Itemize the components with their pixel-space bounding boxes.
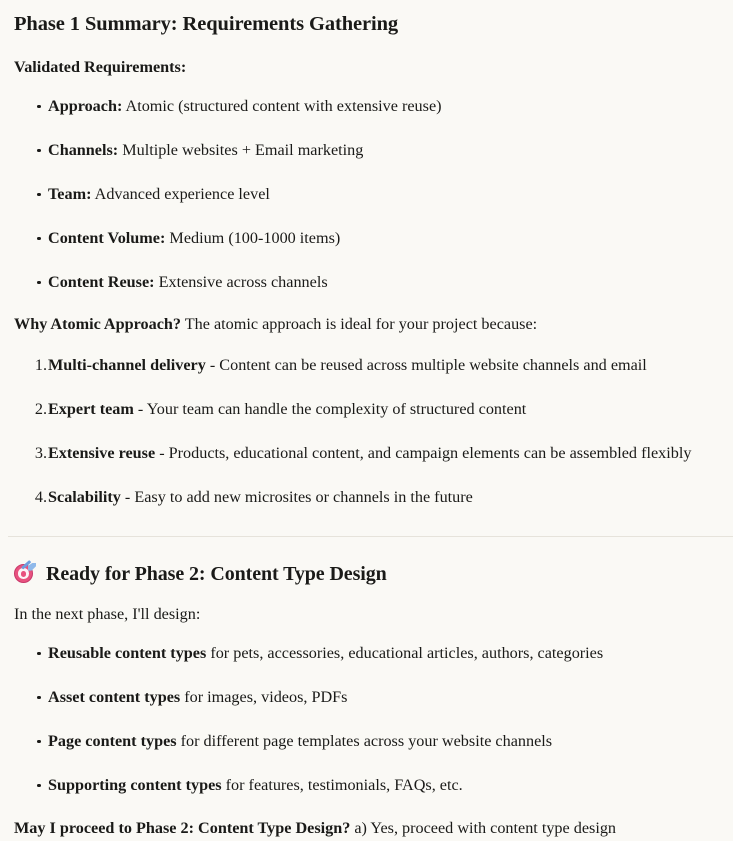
why-atomic-text: The atomic approach is ideal for your project because: [184, 315, 538, 334]
reason-value: - Content can be reused across multiple website channels and email [209, 355, 647, 374]
list-item [37, 773, 725, 799]
reason-value: - Your team can handle the complexity of structured content [137, 399, 527, 418]
list-item [37, 182, 725, 208]
reason-value: - Easy to add new microsites or channels in the future [124, 488, 473, 507]
phase2-prompt-option: a) Yes, proceed with content type design [354, 818, 617, 837]
assistant-message-body [0, 12, 733, 841]
list-item [37, 94, 725, 120]
phase2-prompt [14, 815, 725, 841]
section-divider [8, 536, 733, 537]
deliverable-value: for features, testimonials, FAQs, etc. [225, 775, 463, 794]
requirement-value: Medium (100-1000 items) [169, 228, 341, 247]
list-item [37, 138, 725, 164]
list-item [38, 484, 725, 510]
reason-label: Multi-channel delivery [48, 355, 206, 374]
deliverable-label: Supporting content types [48, 775, 222, 794]
why-atomic-paragraph [14, 311, 725, 337]
deliverable-value: for different page templates across your website channels [180, 731, 553, 750]
requirement-label: Approach: [48, 96, 123, 115]
requirement-value: Multiple websites + Email marketing [122, 140, 364, 159]
reasons-list [14, 352, 725, 511]
phase2-section [14, 561, 725, 841]
requirement-label: Channels: [48, 140, 119, 159]
phase2-heading [14, 561, 725, 587]
requirement-label: Content Volume: [48, 228, 166, 247]
list-item [37, 226, 725, 252]
list-item [37, 685, 725, 711]
phase2-prompt-label: May I proceed to Phase 2: Content Type Design? [14, 818, 351, 837]
page-title: Phase 1 Summary: Requirements Gathering [14, 13, 399, 35]
deliverable-value: for images, videos, PDFs [184, 687, 348, 706]
deliverable-label: Reusable content types [48, 643, 207, 662]
validated-requirements-list [14, 94, 725, 296]
phase2-heading-text: Ready for Phase 2: Content Type Design [46, 562, 387, 585]
deliverable-label: Page content types [48, 731, 177, 750]
requirement-value: Advanced experience level [94, 184, 270, 203]
deliverable-label: Asset content types [48, 687, 181, 706]
deliverable-value: for pets, accessories, educational articles, authors, categories [210, 643, 604, 662]
reason-label: Expert team [48, 399, 134, 418]
list-item [38, 396, 725, 422]
phase2-intro: In the next phase, I'll design: [14, 604, 201, 623]
reason-label: Extensive reuse [48, 444, 156, 463]
list-item [37, 270, 725, 296]
requirement-value: Atomic (structured content with extensive reuse) [125, 96, 442, 115]
validated-requirements-label [14, 54, 725, 80]
list-item [38, 440, 725, 466]
list-item [38, 352, 725, 378]
why-atomic-label: Why Atomic Approach? [14, 315, 181, 334]
reason-label: Scalability [48, 488, 121, 507]
reason-value: - Products, educational content, and campaign elements can be assembled flexibly [159, 444, 692, 463]
requirement-label: Team: [48, 184, 92, 203]
phase2-deliverables-list [14, 641, 725, 799]
list-item [37, 641, 725, 667]
requirement-label: Content Reuse: [48, 272, 155, 291]
dart-target-icon [14, 564, 35, 585]
requirement-value: Extensive across channels [158, 272, 328, 291]
validated-requirements-label-text: Validated Requirements: [14, 57, 187, 76]
list-item [37, 729, 725, 755]
